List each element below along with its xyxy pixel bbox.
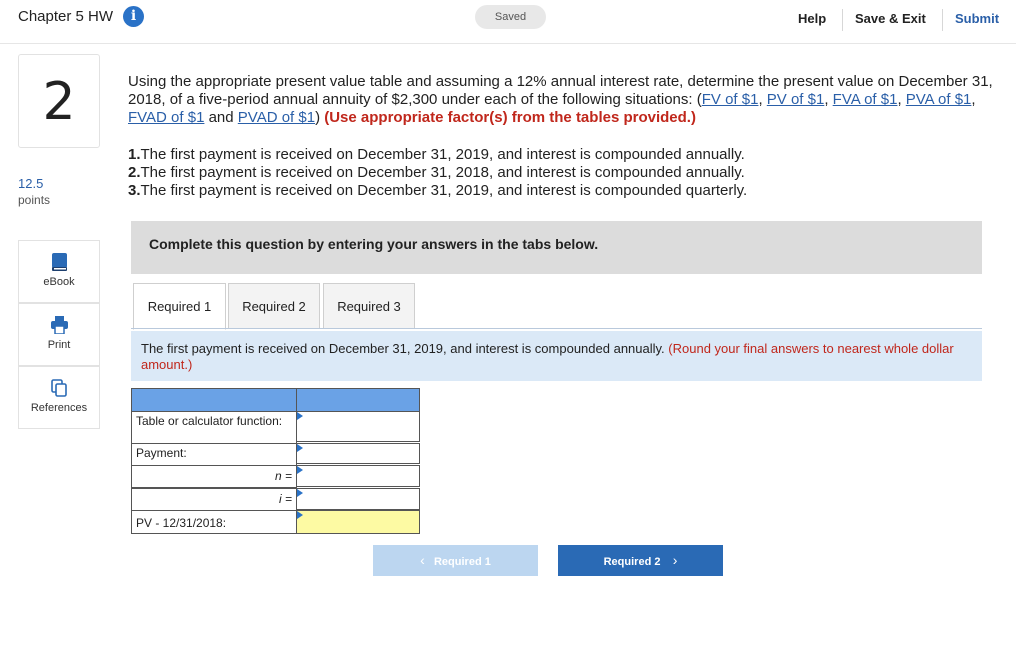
requirement-description [131, 331, 982, 381]
n-row-label: n = [131, 465, 297, 488]
i-row-label: i = [131, 488, 297, 511]
fvad-table-link[interactable]: FVAD of $1 [128, 109, 205, 126]
table-header-cell [131, 388, 297, 412]
n-input-cell[interactable] [296, 465, 420, 487]
question-number: 2 [18, 54, 100, 148]
table-header-cell [296, 388, 420, 412]
fv-table-link[interactable]: FV of $1 [701, 91, 759, 108]
pv-input-cell[interactable] [296, 510, 420, 534]
instruction-banner: Complete this question by entering your answers in the tabs below. [131, 221, 982, 274]
tab-required-3[interactable]: Required 3 [323, 283, 415, 329]
list-item [128, 164, 747, 182]
list-item [128, 146, 747, 164]
item-number: 1. [128, 146, 141, 163]
input-marker-icon [297, 444, 303, 452]
function-input-cell[interactable] [296, 411, 420, 442]
link-separator: , [897, 91, 906, 108]
input-marker-icon [297, 466, 303, 474]
references-button[interactable] [18, 366, 100, 429]
chevron-left-icon: ‹ [420, 552, 425, 568]
input-marker-icon [297, 511, 303, 519]
points-value: 12.5 [18, 176, 44, 191]
item-text: The first payment is received on December 31, 2018, and interest is compounded annually. [140, 164, 745, 181]
payment-row-label: Payment: [131, 443, 297, 466]
pv-table-link[interactable]: PV of $1 [766, 91, 825, 108]
fva-table-link[interactable]: FVA of $1 [832, 91, 898, 108]
link-separator: , [758, 91, 767, 108]
submit-button[interactable]: Submit [955, 11, 1000, 26]
link-conjunction: and [204, 109, 238, 126]
payment-input-cell[interactable] [296, 443, 420, 464]
tab-required-1[interactable]: Required 1 [133, 283, 226, 330]
item-number: 2. [128, 164, 141, 181]
ebook-button[interactable] [18, 240, 100, 303]
header-divider [842, 9, 843, 31]
pva-table-link[interactable]: PVA of $1 [905, 91, 972, 108]
link-separator: , [971, 91, 976, 108]
next-button-label: Required 2 [603, 556, 661, 568]
pv-input[interactable] [297, 511, 419, 533]
top-bar [0, 0, 1016, 44]
prev-button-label: Required 1 [433, 556, 491, 568]
function-row-label: Table or calculator function: [131, 411, 297, 444]
input-marker-icon [297, 489, 303, 497]
points-label: points [18, 193, 51, 207]
help-button[interactable]: Help [798, 11, 827, 26]
save-exit-button[interactable]: Save & Exit [855, 11, 926, 26]
link-separator: , [824, 91, 833, 108]
chevron-right-icon: › [672, 552, 678, 568]
payment-input[interactable] [297, 444, 419, 463]
tab-required-2[interactable]: Required 2 [228, 283, 320, 329]
tab-divider [131, 328, 982, 329]
previous-requirement-button[interactable] [373, 545, 538, 576]
rounding-note: (Round your final answers to nearest whole dollar amount.) [141, 341, 954, 372]
references-label: References [30, 402, 88, 414]
item-text: The first payment is received on December 31, 2019, and interest is compounded quarterly. [140, 182, 748, 199]
book-icon [51, 253, 68, 271]
header-divider [942, 9, 943, 31]
printer-icon [51, 316, 68, 334]
requirement-text: The first payment is received on December 31, 2019, and interest is compounded annually. [141, 341, 669, 356]
saved-status-badge: Saved [475, 5, 546, 29]
list-item [128, 182, 747, 200]
input-marker-icon [297, 412, 303, 420]
i-input-cell[interactable] [296, 488, 420, 510]
factor-instruction: (Use appropriate factor(s) from the tables provided.) [324, 109, 696, 126]
prompt-text: Using the appropriate present value table and assuming a 12% annual interest rate, determine the present value on December 31, 2018, of a five-period annual annuity of $2,300 under each of the following situations: ( [128, 73, 993, 108]
link-close: ) [315, 109, 321, 126]
references-icon [51, 379, 68, 397]
situations-list [128, 146, 747, 200]
next-requirement-button[interactable] [558, 545, 723, 576]
i-input[interactable] [297, 489, 419, 509]
pvad-table-link[interactable]: PVAD of $1 [237, 109, 316, 126]
question-prompt [128, 73, 1013, 127]
function-input[interactable] [297, 412, 419, 441]
assignment-title: Chapter 5 HW [18, 8, 114, 25]
print-button[interactable] [18, 303, 100, 366]
item-number: 3. [128, 182, 141, 199]
pv-row-label: PV - 12/31/2018: [131, 510, 297, 534]
ebook-label: eBook [43, 276, 75, 288]
item-text: The first payment is received on December 31, 2019, and interest is compounded annually. [140, 146, 745, 163]
print-label: Print [47, 339, 71, 351]
n-input[interactable] [297, 466, 419, 486]
info-icon[interactable]: i [123, 6, 144, 27]
